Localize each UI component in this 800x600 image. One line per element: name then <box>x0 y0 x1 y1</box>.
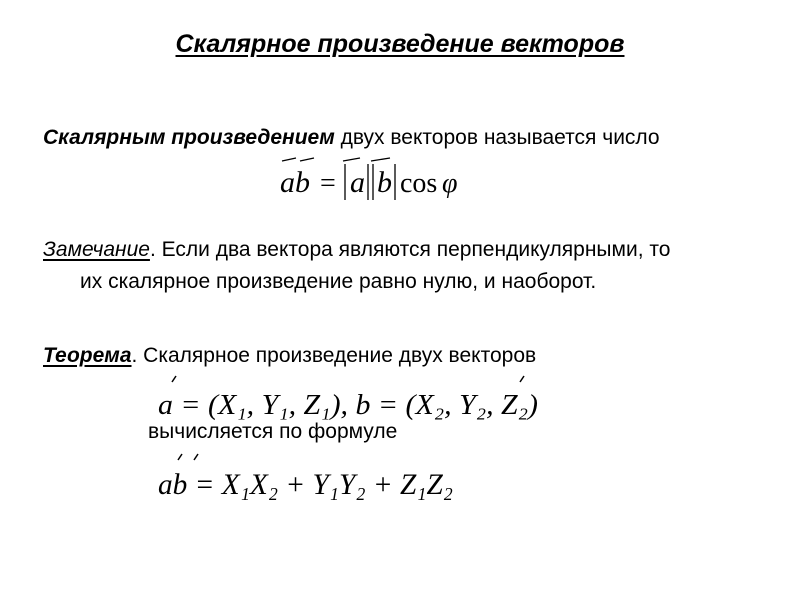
remark-line-1 <box>43 238 670 262</box>
theorem-line <box>43 344 536 368</box>
formula-abs-a: a <box>350 166 365 199</box>
vector-arrow-abs-b <box>371 158 390 161</box>
theorem-text: . Скалярное произведение двух векторов <box>131 344 537 367</box>
definition-text: двух векторов называется число <box>334 126 660 149</box>
remark-label: Замечание <box>43 238 150 261</box>
vector-arrow-b <box>300 158 314 161</box>
vector-arrow-a <box>282 158 296 161</box>
vector-coordinates-text: a = (X₁, Y₁, Z₁), b = (X₂, Y₂, Z₂) <box>158 390 538 421</box>
remark-text-1: . Если два вектора являются перпендикулярными, то <box>149 238 671 261</box>
formula-phi: φ <box>442 168 458 199</box>
dot-product-definition-formula <box>270 152 470 212</box>
slide-title: Скалярное произведение векторов <box>175 30 625 58</box>
definition-line <box>43 126 660 150</box>
formula-lhs: ab <box>280 166 310 199</box>
vector-arrow-abs-a <box>343 158 360 161</box>
remark-line-2: их скалярное произведение равно нулю, и наоборот. <box>80 270 597 293</box>
coordinate-formula-text: ab = X₁X₂ + Y₁Y₂ + Z₁Z₂ <box>158 468 453 501</box>
formula-cos: cos <box>400 168 438 199</box>
definition-term: Скалярным произведением <box>43 126 335 149</box>
formula-abs-b: b <box>377 166 392 199</box>
theorem-label: Теорема <box>43 344 132 367</box>
formula-equals: = <box>320 168 336 199</box>
coordinate-dot-product-formula <box>150 448 470 508</box>
theorem-computed-line: вычисляется по формуле <box>148 420 398 443</box>
